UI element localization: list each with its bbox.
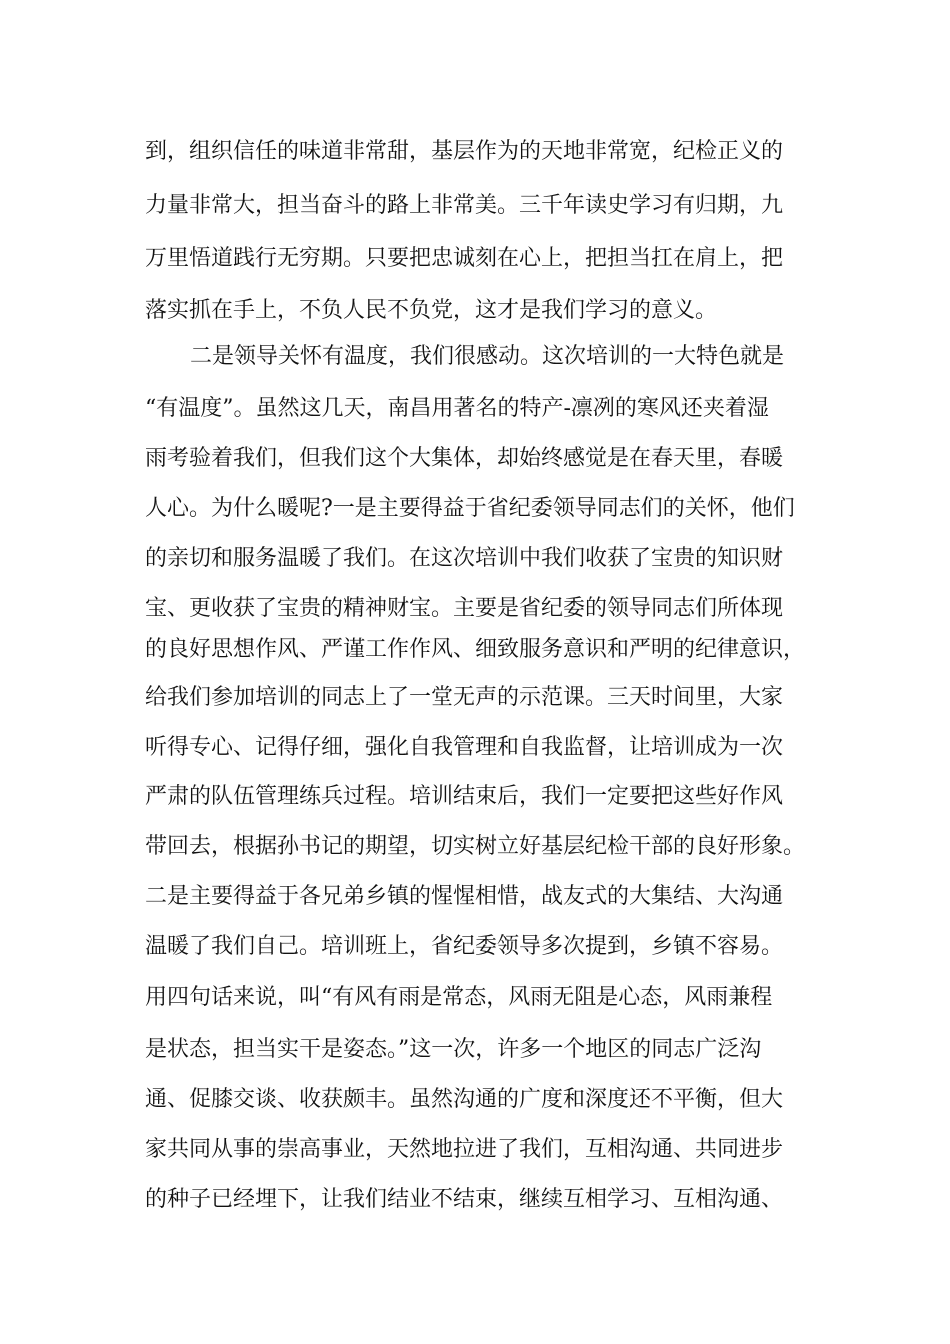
text-line: 是状态，担当实干是姿态。”这一次，许多一个地区的同志广泛沟 <box>145 1037 762 1062</box>
text-line: 万里悟道践行无穷期。只要把忠诚刻在心上，把担当扛在肩上，把 <box>145 246 784 271</box>
text-line: 的亲切和服务温暖了我们。在这次培训中我们收获了宝贵的知识财 <box>145 546 784 571</box>
text-line: 宝、更收获了宝贵的精神财宝。主要是省纪委的领导同志们所体现 <box>145 596 784 621</box>
text-line: 带回去，根据孙书记的期望，切实树立好基层纪检干部的良好形象。 <box>145 834 806 859</box>
text-line: 温暖了我们自己。培训班上，省纪委领导多次提到，乡镇不容易。 <box>145 934 784 959</box>
text-line: 的良好思想作风、严谨工作作风、细致服务意识和严明的纪律意识， <box>145 637 806 662</box>
text-line: 人心。为什么暖呢?一是主要得益于省纪委领导同志们的关怀，他们 <box>145 496 795 521</box>
text-line: 力量非常大，担当奋斗的路上非常美。三千年读史学习有归期，九 <box>145 193 784 218</box>
text-line: 严肃的队伍管理练兵过程。培训结束后，我们一定要把这些好作风 <box>145 784 784 809</box>
text-line: “有温度”。虽然这几天，南昌用著名的特产-凛冽的寒风还夹着湿 <box>145 396 769 421</box>
text-line: 通、促膝交谈、收获颇丰。虽然沟通的广度和深度还不平衡，但大 <box>145 1087 784 1112</box>
text-line: 二是主要得益于各兄弟乡镇的惺惺相惜，战友式的大集结、大沟通 <box>145 884 784 909</box>
text-line: 给我们参加培训的同志上了一堂无声的示范课。三天时间里，大家 <box>145 685 784 710</box>
text-line: 到，组织信任的味道非常甜，基层作为的天地非常宽，纪检正义的 <box>145 139 784 164</box>
text-line: 落实抓在手上，不负人民不负党，这才是我们学习的意义。 <box>145 298 718 323</box>
text-line: 家共同从事的崇高事业，天然地拉进了我们，互相沟通、共同进步 <box>145 1137 784 1162</box>
text-line: 用四句话来说，叫“有风有雨是常态，风雨无阻是心态，风雨兼程 <box>145 985 773 1010</box>
text-line: 的种子已经埋下，让我们结业不结束，继续互相学习、互相沟通、 <box>145 1187 784 1212</box>
text-line: 雨考验着我们，但我们这个大集体，却始终感觉是在春天里，春暖 <box>145 446 784 471</box>
paragraph-first-line: 二是领导关怀有温度，我们很感动。这次培训的一大特色就是 <box>190 344 785 369</box>
text-line: 听得专心、记得仔细，强化自我管理和自我监督，让培训成为一次 <box>145 735 784 760</box>
